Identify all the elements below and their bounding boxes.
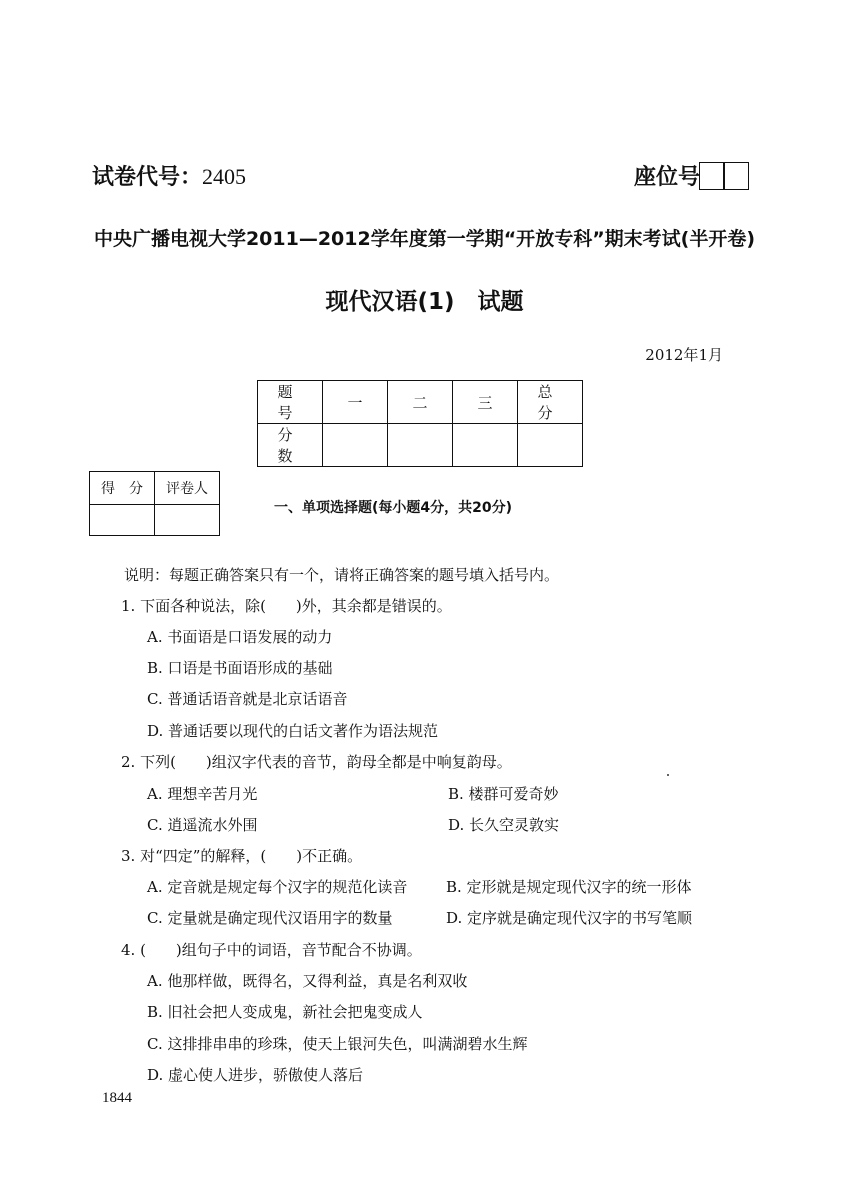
score-header-cell: 总 分 xyxy=(518,381,583,424)
stray-dot xyxy=(667,774,669,776)
seat-box-1 xyxy=(699,162,725,190)
question-stem: 3. 对“四定”的解释，( )不正确。 xyxy=(121,847,363,865)
grader-table xyxy=(89,471,220,536)
option: A. 理想辛苦月光 xyxy=(147,785,258,803)
option: D. 普通话要以现代的白话文著作为语法规范 xyxy=(147,722,439,740)
score-header-cell: 一 xyxy=(323,381,388,424)
exam-date: 2012年1月 xyxy=(645,346,723,364)
page-number: 1844 xyxy=(102,1090,132,1106)
subject-title: 现代汉语(1) 试题 xyxy=(325,289,524,315)
score-table-header-row xyxy=(258,381,583,424)
option: B. 楼群可爱奇妙 xyxy=(448,785,559,803)
seat-label: 座位号 xyxy=(634,165,701,190)
option: D. 定序就是确定现代汉字的书写笔顺 xyxy=(446,909,693,927)
score-table-value-row xyxy=(258,424,583,467)
option: C. 定量就是确定现代汉语用字的数量 xyxy=(147,909,393,927)
section-heading: 一、单项选择题(每小题4分，共20分) xyxy=(274,500,513,516)
option: C. 普通话语音就是北京话语音 xyxy=(147,690,348,708)
option: D. 长久空灵敦实 xyxy=(448,816,560,834)
instructions: 说明：每题正确答案只有一个，请将正确答案的题号填入括号内。 xyxy=(124,566,560,584)
score-header-cell: 三 xyxy=(453,381,518,424)
paper-code-label: 试卷代号： xyxy=(92,165,203,190)
option: B. 旧社会把人变成鬼，新社会把鬼变成人 xyxy=(147,1003,423,1021)
seat-box-2 xyxy=(723,162,749,190)
score-table xyxy=(257,380,588,467)
option: A. 定音就是规定每个汉字的规范化读音 xyxy=(147,878,408,896)
option: C. 这排排串串的珍珠，使天上银河失色，叫满湖碧水生辉 xyxy=(147,1035,528,1053)
grader-name-label: 评卷人 xyxy=(155,472,220,505)
option: B. 口语是书面语形成的基础 xyxy=(147,659,333,677)
score-cell[interactable] xyxy=(388,424,453,467)
score-cell[interactable] xyxy=(323,424,388,467)
grader-score-label: 得 分 xyxy=(90,472,155,505)
paper-code xyxy=(92,160,246,191)
score-cell[interactable] xyxy=(518,424,583,467)
option: B. 定形就是规定现代汉字的统一形体 xyxy=(446,878,692,896)
exam-title: 中央广播电视大学2011—2012学年度第一学期“开放专科”期末考试(半开卷) xyxy=(93,228,756,250)
score-cell[interactable] xyxy=(453,424,518,467)
score-header-cell: 题 号 xyxy=(258,381,323,424)
seat-number xyxy=(634,160,749,191)
option: D. 虚心使人进步，骄傲使人落后 xyxy=(147,1066,364,1084)
question-stem: 2. 下列( )组汉字代表的音节，韵母全都是中响复韵母。 xyxy=(121,753,512,771)
question-stem: 1. 下面各种说法，除( )外，其余都是错误的。 xyxy=(121,597,452,615)
option: C. 逍遥流水外围 xyxy=(147,816,258,834)
paper-code-number: 2405 xyxy=(202,164,247,189)
question-stem: 4. ( )组句子中的词语，音节配合不协调。 xyxy=(121,941,422,959)
score-row-label: 分 数 xyxy=(258,424,323,467)
grader-name-cell[interactable] xyxy=(155,505,220,536)
grader-score-cell[interactable] xyxy=(90,505,155,536)
score-header-cell: 二 xyxy=(388,381,453,424)
option: A. 书面语是口语发展的动力 xyxy=(147,628,333,646)
option: A. 他那样做，既得名，又得利益，真是名利双收 xyxy=(147,972,468,990)
